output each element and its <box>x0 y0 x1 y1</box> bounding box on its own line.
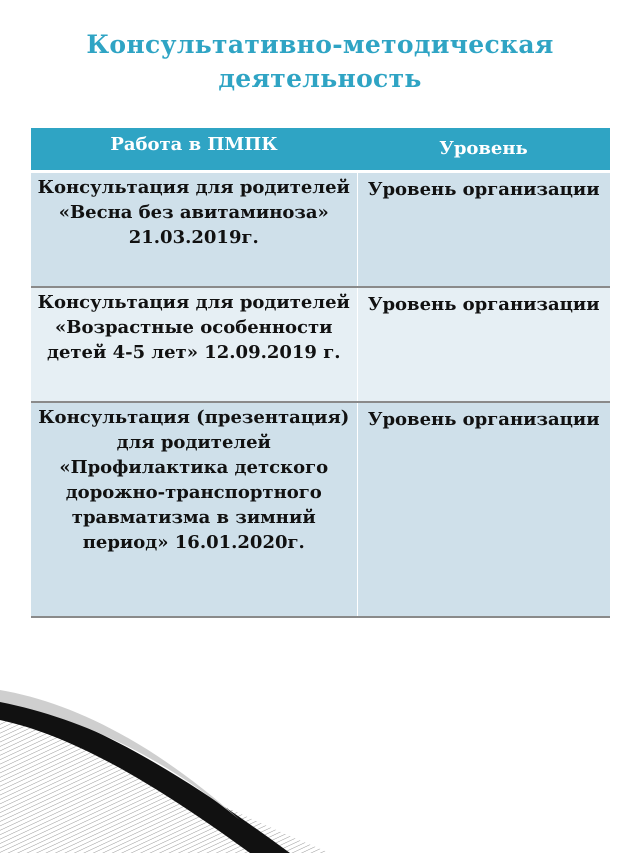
work-cell: Консультация (презентация) для родителей «Профилактика детского дорожно-транспортного травматизма в зимний период» 16.01.2020г. <box>31 402 357 617</box>
table-header-row <box>31 128 610 172</box>
table-row <box>31 402 610 617</box>
work-cell: Консультация для родителей «Весна без авитаминоза» 21.03.2019г. <box>31 172 357 288</box>
level-cell: Уровень организации <box>357 172 610 288</box>
header-work: Работа в ПМПК <box>31 128 357 172</box>
level-cell: Уровень организации <box>357 402 610 617</box>
title-line-1: Консультативно-методическая <box>86 30 554 59</box>
activity-table-wrapper <box>31 128 610 618</box>
header-level: Уровень <box>357 128 610 172</box>
work-cell: Консультация для родителей «Возрастные особенности детей 4-5 лет» 12.09.2019 г. <box>31 287 357 402</box>
activity-table <box>31 128 610 618</box>
level-cell: Уровень организации <box>357 287 610 402</box>
title-line-2: деятельность <box>218 64 422 93</box>
page-title <box>0 28 640 96</box>
table-row <box>31 172 610 288</box>
table-row <box>31 287 610 402</box>
decorative-swoosh <box>0 680 640 853</box>
